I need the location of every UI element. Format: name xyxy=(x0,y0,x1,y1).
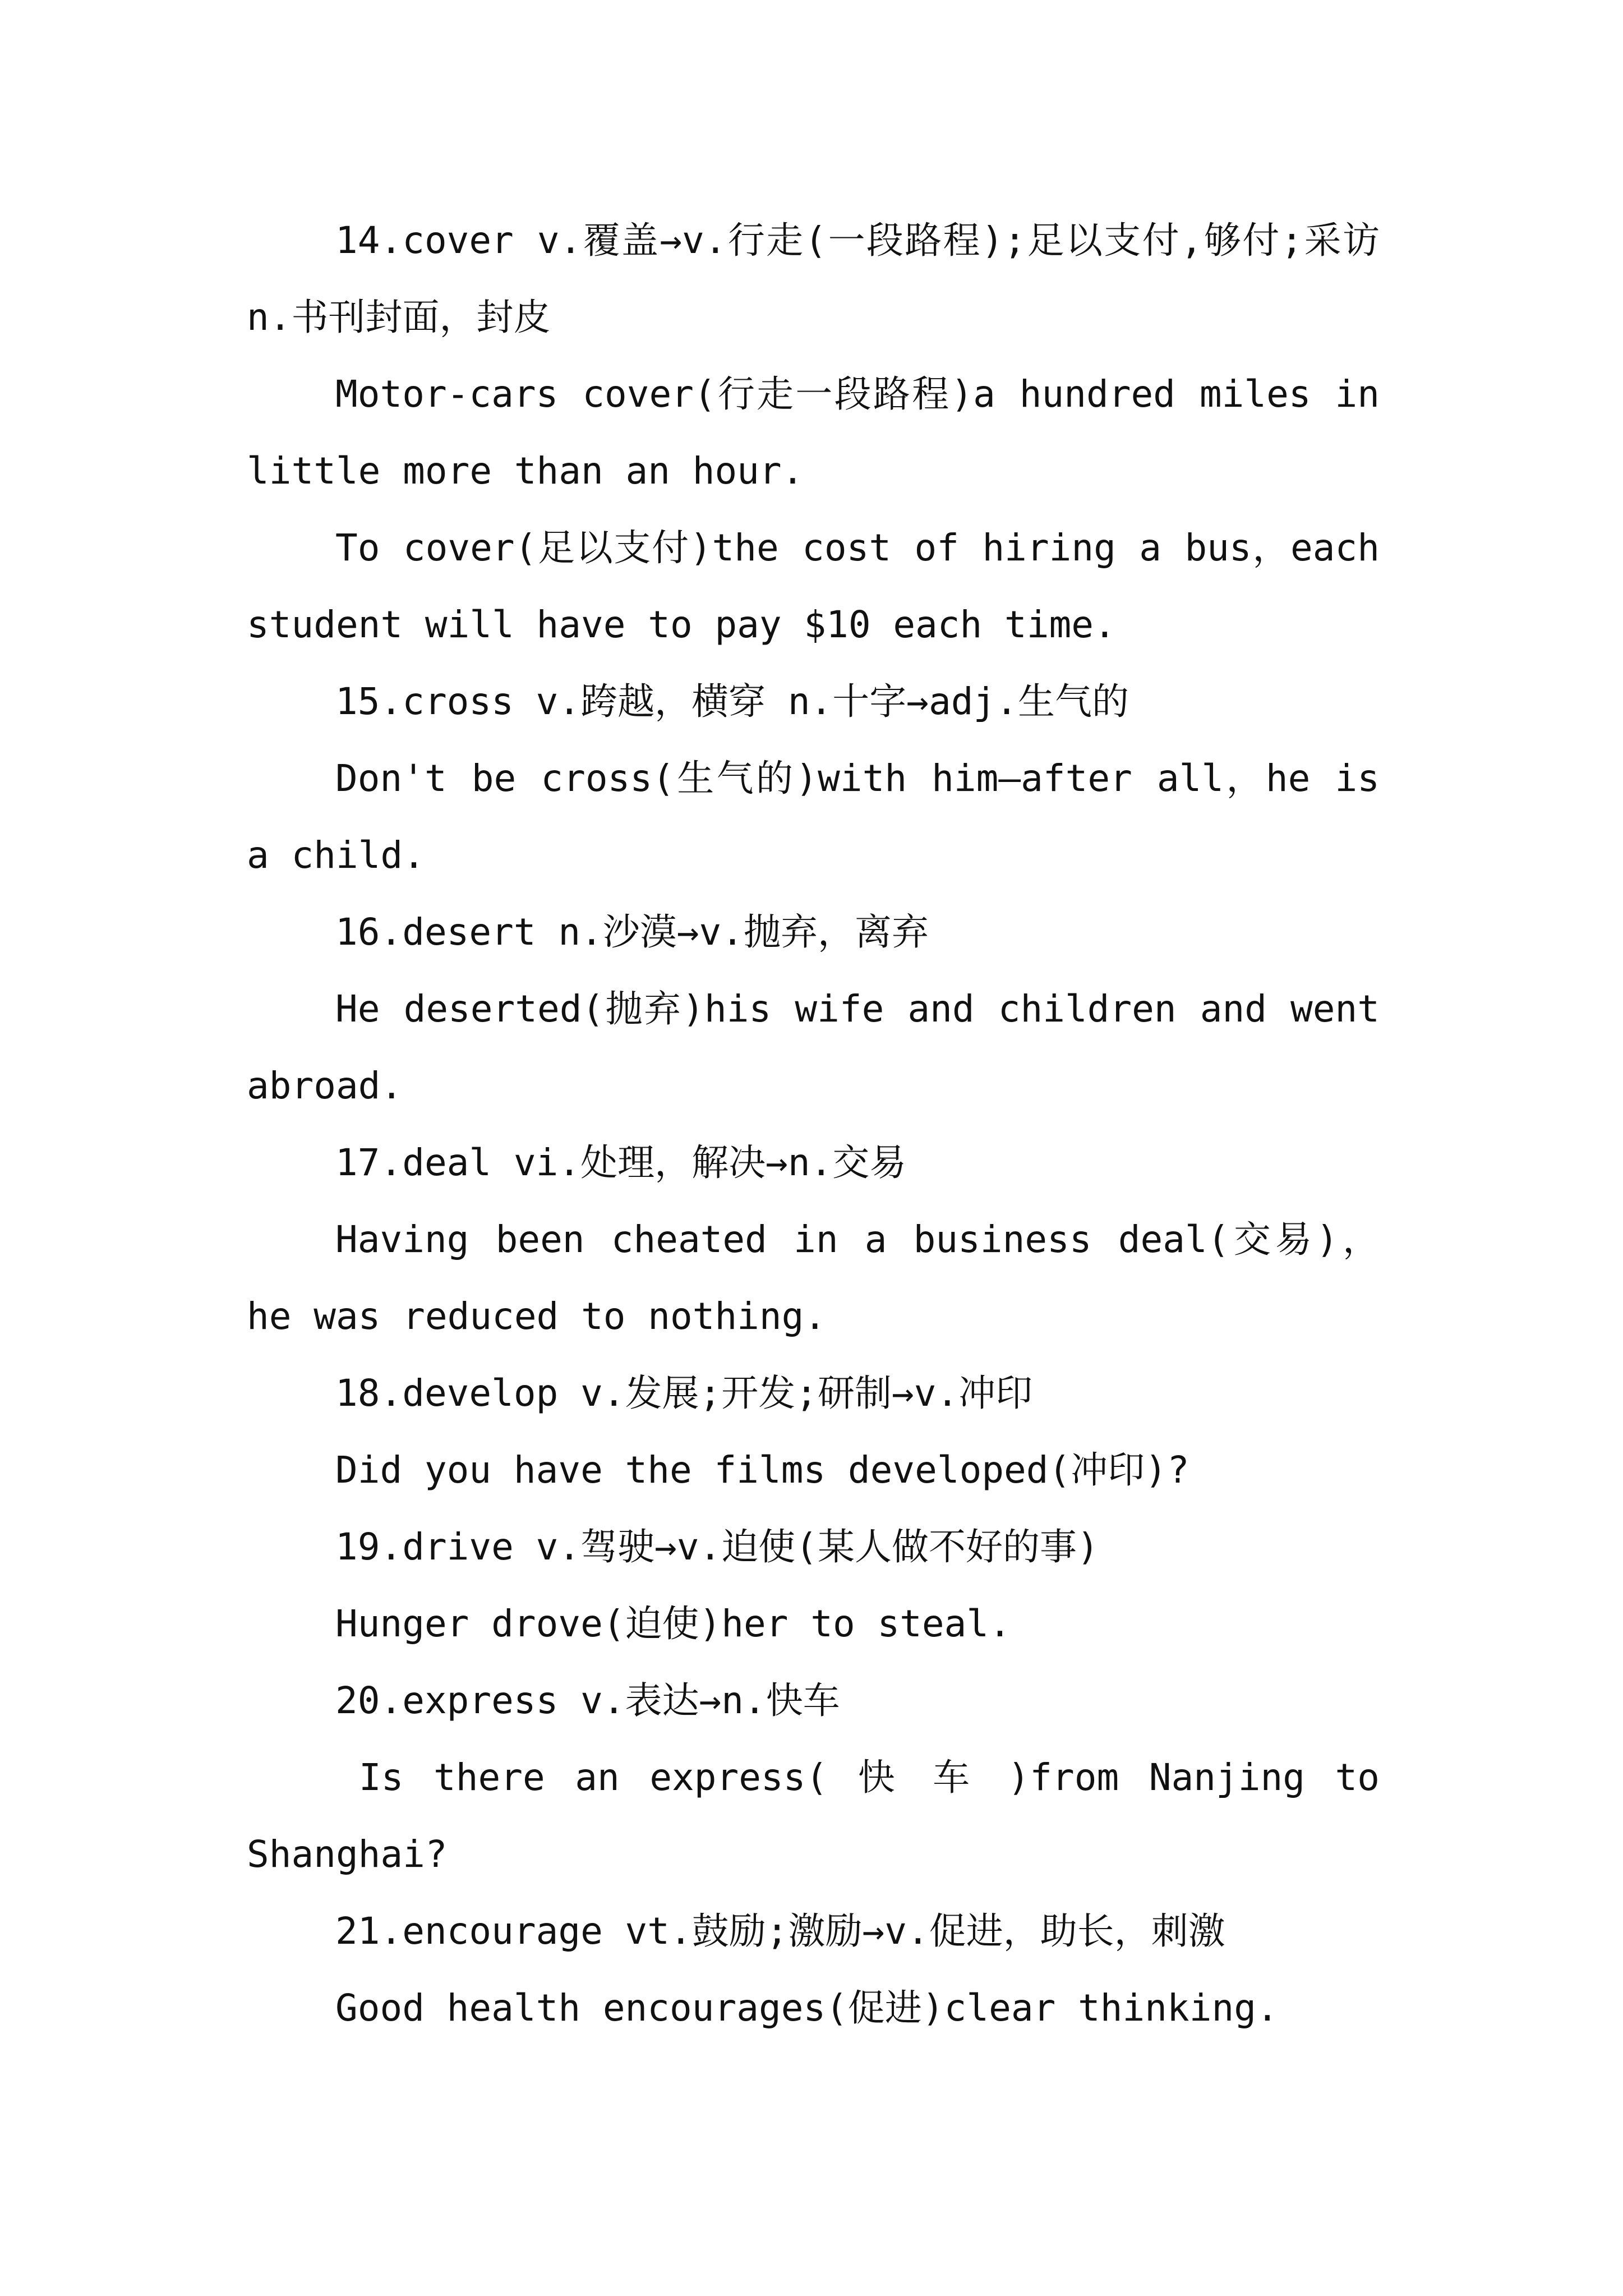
entry-19-example: Hunger drove(迫使)her to steal. xyxy=(335,1602,1011,1645)
entry-15-definition: 15.cross v.跨越，横穿 n.十字→adj.生气的 xyxy=(335,680,1129,723)
entry-14-example-1: Motor-cars cover(行走一段路程)a hundred miles in little more than an hour. xyxy=(247,372,1380,493)
document-page xyxy=(247,202,1380,2046)
entry-15-example: Don't be cross(生气的)with him—after all，he is a child. xyxy=(247,757,1380,877)
entry-16-definition: 16.desert n.沙漠→v.抛弃，离弃 xyxy=(335,910,929,954)
entry-14-example-2: To cover(足以支付)the cost of hiring a bus，each student will have to pay $10 each time. xyxy=(247,526,1380,646)
entry-17-example: Having been cheated in a business deal(交易)，he was reduced to nothing. xyxy=(247,1218,1380,1338)
entry-18-example: Did you have the films developed(冲印)? xyxy=(335,1448,1189,1492)
entry-20-example: Is there an express( 快 车 )from Nanjing to Shanghai? xyxy=(247,1756,1380,1876)
entry-20-definition: 20.express v.表达→n.快车 xyxy=(335,1679,840,1722)
entry-18-definition: 18.develop v.发展;开发;研制→v.冲印 xyxy=(335,1372,1033,1415)
entry-14-definition: 14.cover v.覆盖→v.行走(一段路程);足以支付,够付;采访 n.书刊封面，封皮 xyxy=(247,219,1380,339)
entry-21-example: Good health encourages(促进)clear thinking. xyxy=(335,1986,1279,2030)
entry-21-definition: 21.encourage vt.鼓励;激励→v.促进，助长，刺激 xyxy=(335,1910,1225,1953)
entry-16-example: He deserted(抛弃)his wife and children and went abroad. xyxy=(247,987,1380,1107)
entry-19-definition: 19.drive v.驾驶→v.迫使(某人做不好的事) xyxy=(335,1525,1099,1568)
entry-17-definition: 17.deal vi.处理，解决→n.交易 xyxy=(335,1141,907,1184)
